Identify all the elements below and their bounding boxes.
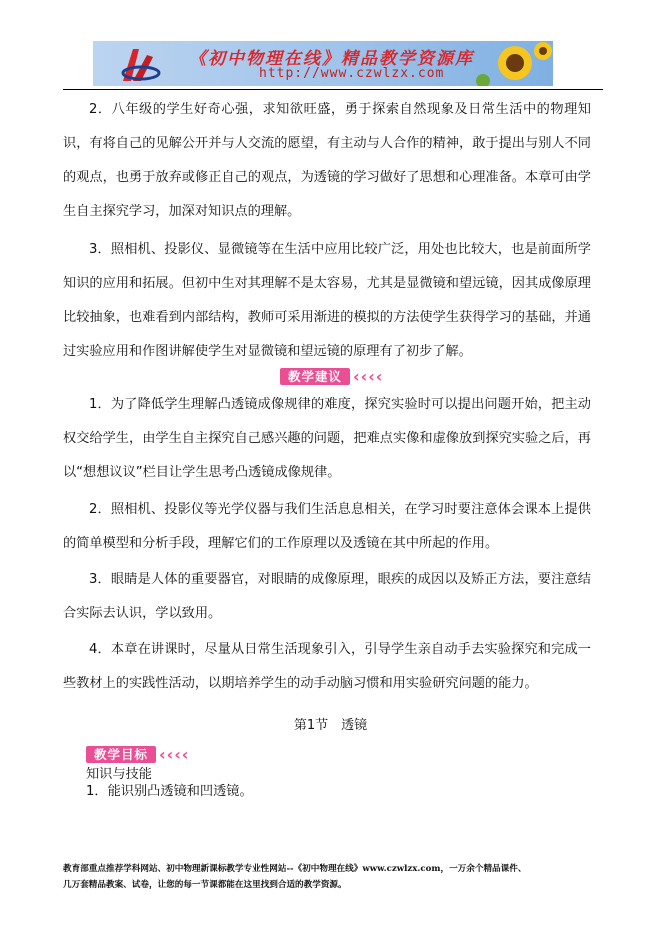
suggestion-paragraph-1: 1．为了降低学生理解凸透镜成像规律的难度，探究实验时可以提出问题开始，把主动权交给学生，由学生自主探究自己感兴趣的问题，把难点实像和虚像放到探究实验之后，再以“想想议议”栏目让学生思考凸透镜成像规律。 — [63, 397, 591, 480]
section-suggestion-tag — [280, 368, 383, 385]
paragraph-top-2: 2．八年级的学生好奇心强，求知欲旺盛，勇于探索自然现象及日常生活中的物理知识，有将自己的见解公开并与人交流的愿望，有主动与人合作的精神，敢于提出与别人不同的观点，也勇于放弃或修正自己的观点，为透镜的学习做好了思想和心理准备。本章可由学生自主探究学习，加深对知识点的理解。 — [63, 102, 591, 219]
suggestion-paragraph-3: 3．眼睛是人体的重要器官，对眼睛的成像原理，眼疾的成因以及矫正方法，要注意结合实际去认识，学以致用。 — [63, 572, 591, 621]
site-logo — [119, 43, 161, 84]
header-divider — [63, 89, 603, 90]
chevrons-left-icon: ‹ ‹ ‹ ‹ — [159, 745, 189, 764]
sunflower-image — [463, 41, 553, 86]
suggestion-paragraph-2: 2．照相机、投影仪等光学仪器与我们生活息息相关，在学习时要注意体会课本上提供的简单模型和分析手段，理解它们的工作原理以及透镜在其中所起的作用。 — [63, 502, 591, 551]
footer-line-2: 几万套精品教案、试卷，让您的每一节课都能在这里找到合适的教学资源。 — [63, 880, 347, 890]
section-objective-label: 教学目标 — [86, 746, 156, 763]
footer-line-1: 教育部重点推荐学科网站、初中物理新课标教学专业性网站--《初中物理在线》www.czwlzx.com，一万余个精品课件、 — [63, 864, 527, 874]
page-footer — [63, 861, 603, 893]
objective-item-1: 1．能识别凸透镜和凹透镜。 — [86, 784, 253, 799]
paragraph-top-3: 3．照相机、投影仪、显微镜等在生活中应用比较广泛，用处也比较大，也是前面所学知识的应用和拓展。但初中生对其理解不是太容易，尤其是显微镜和望远镜，因其成像原理比较抽象，也难看到内部结构，教师可采用渐进的模拟的方法使学生获得学习的基础，并通过实验应用和作图讲解使学生对显微镜和望远镜的原理有了初步了解。 — [63, 242, 591, 359]
section-suggestion-label: 教学建议 — [280, 368, 350, 385]
lesson-title: 第1节 透镜 — [293, 718, 368, 733]
header-banner — [93, 41, 553, 86]
section-objective-tag — [86, 746, 189, 763]
chevrons-left-icon: ‹ ‹ ‹ ‹ — [353, 367, 383, 386]
suggestion-paragraph-4: 4．本章在讲课时，尽量从日常生活现象引入，引导学生亲自动手去实验探究和完成一些教材上的实践性活动，以期培养学生的动手动脑习惯和用实验研究问题的能力。 — [63, 642, 591, 691]
objective-subheading: 知识与技能 — [86, 767, 152, 782]
banner-title: 《初中物理在线》精品教学资源库 — [189, 49, 474, 69]
banner-url[interactable]: http://www.czwlzx.com — [259, 66, 445, 81]
